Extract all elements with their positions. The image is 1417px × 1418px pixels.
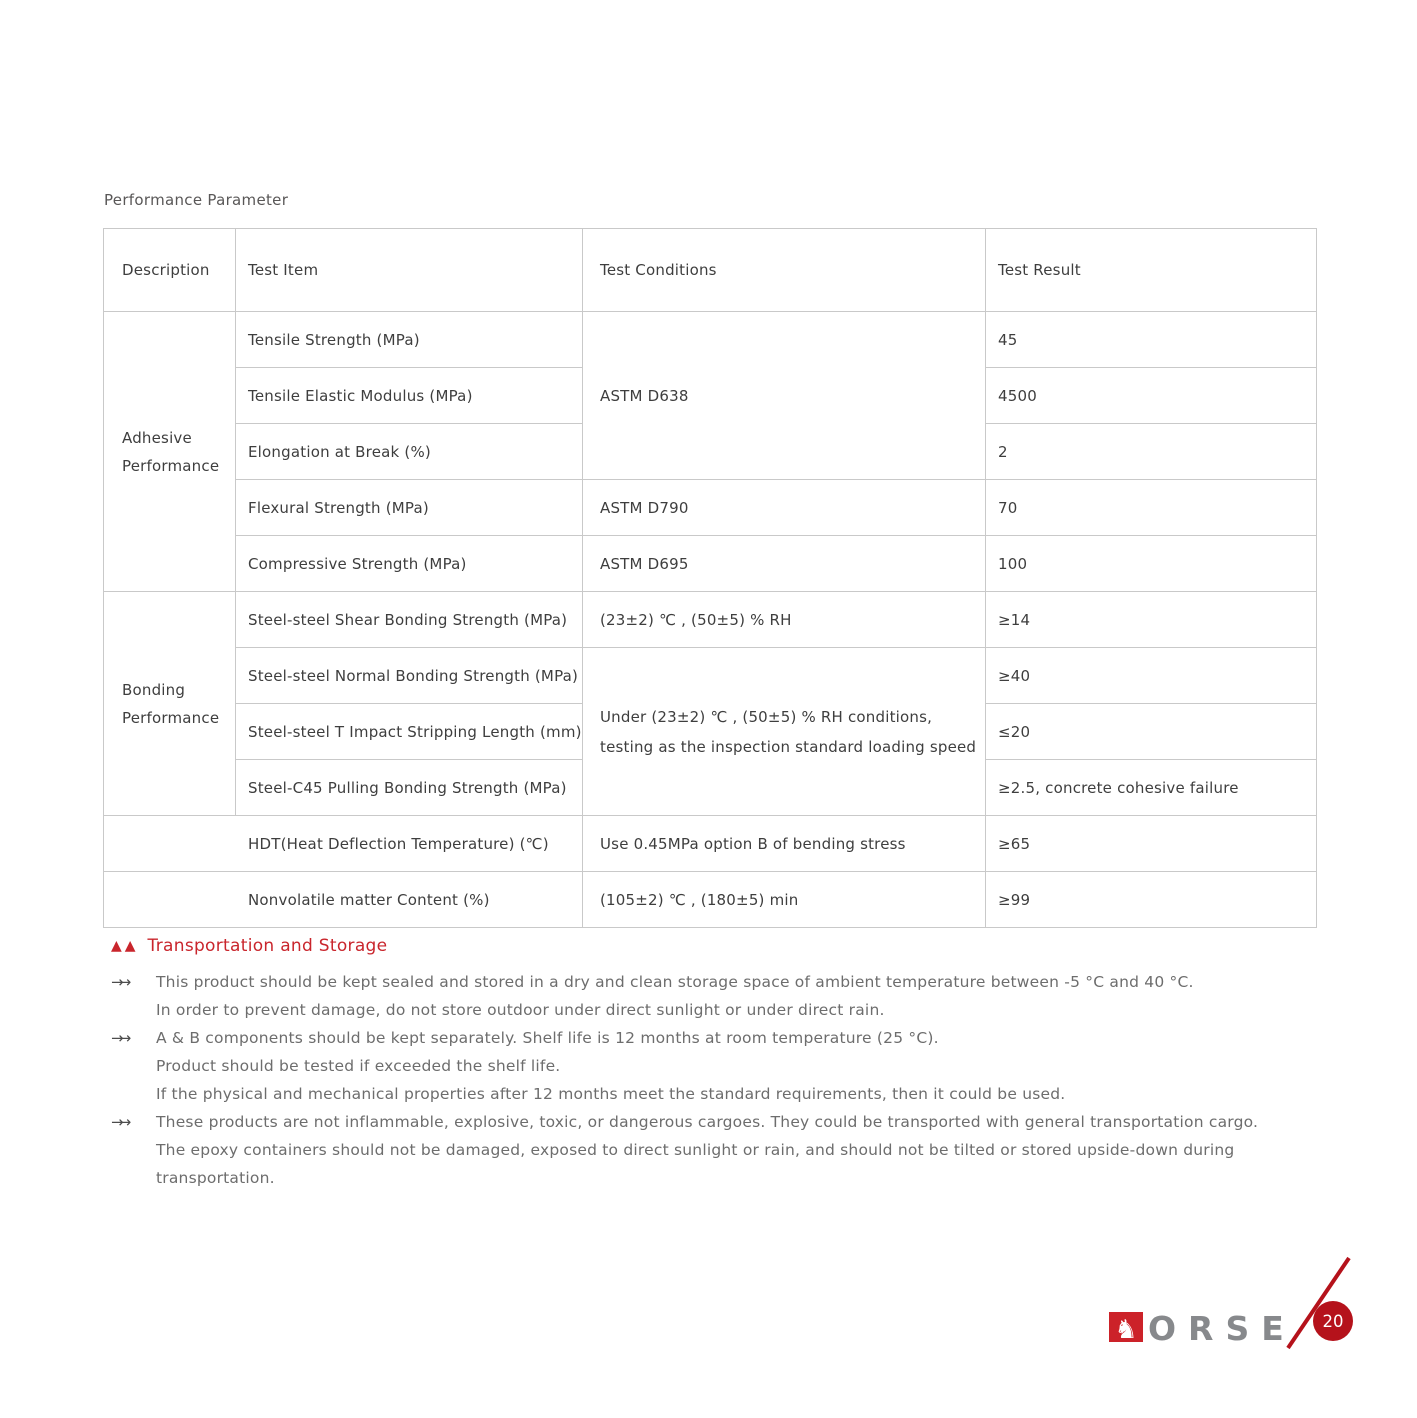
arrow-bullet-icon: →→ <box>111 1113 127 1131</box>
bullet-text-line: Product should be tested if exceeded the shelf life. <box>156 1057 561 1075</box>
section-heading <box>111 936 1353 956</box>
cell-test-item: Elongation at Break (%) <box>236 424 583 480</box>
conditions-line: Under (23±2) ℃ , (50±5) % RH conditions, <box>600 707 933 726</box>
page-title: Performance Parameter <box>104 191 289 209</box>
cell-test-item: HDT(Heat Deflection Temperature) (℃) <box>104 816 583 872</box>
cell-test-conditions: ASTM D695 <box>583 536 986 592</box>
bullet-text-line: This product should be kept sealed and stored in a dry and clean storage space of ambient temperature between -5 °C and 40 °C. <box>156 973 1194 991</box>
cell-test-conditions: Use 0.45MPa option B of bending stress <box>583 816 986 872</box>
bullet-text-line: A & B components should be kept separately. Shelf life is 12 months at room temperature (25 °C). <box>156 1029 939 1047</box>
cell-test-result: ≥2.5, concrete cohesive failure <box>986 760 1317 816</box>
group-bonding-performance: Bonding Performance <box>104 592 236 816</box>
cell-test-item: Compressive Strength (MPa) <box>236 536 583 592</box>
arrow-bullet-icon: →→ <box>111 973 127 991</box>
table-row <box>104 592 1317 648</box>
section-title: Transportation and Storage <box>147 936 388 956</box>
cell-test-item: Steel-C45 Pulling Bonding Strength (MPa) <box>236 760 583 816</box>
cell-test-item: Steel-steel Shear Bonding Strength (MPa) <box>236 592 583 648</box>
cell-test-item: Tensile Elastic Modulus (MPa) <box>236 368 583 424</box>
table-row <box>104 872 1317 928</box>
arrow-bullet-icon: →→ <box>111 1029 127 1047</box>
cell-test-conditions: ASTM D790 <box>583 480 986 536</box>
horse-head-icon: ♞ <box>1114 1315 1138 1345</box>
cell-test-item: Flexural Strength (MPa) <box>236 480 583 536</box>
list-item <box>103 968 1353 1024</box>
table-row <box>104 816 1317 872</box>
header-description: Description <box>104 229 236 312</box>
cell-test-conditions: (105±2) ℃ , (180±5) min <box>583 872 986 928</box>
list-item <box>103 1108 1353 1192</box>
page-number: 20 <box>1322 1312 1344 1331</box>
conditions-line: testing as the inspection standard loading speed <box>600 737 977 756</box>
list-item <box>103 1024 1353 1108</box>
bullet-text-line: The epoxy containers should not be damaged, exposed to direct sunlight or rain, and should not be tilted or stored upside-down during transportation. <box>156 1141 1235 1187</box>
cell-test-result: ≤20 <box>986 704 1317 760</box>
cell-test-result: 45 <box>986 312 1317 368</box>
bullet-text-line: These products are not inflammable, explosive, toxic, or dangerous cargoes. They could be transported with general transportation cargo. <box>156 1113 1259 1131</box>
cell-test-conditions: (23±2) ℃ , (50±5) % RH <box>583 592 986 648</box>
horse-brand-logo <box>1095 1250 1385 1362</box>
cell-test-result: ≥14 <box>986 592 1317 648</box>
cell-test-conditions: ASTM D638 <box>583 312 986 480</box>
header-test-item: Test Item <box>236 229 583 312</box>
bullet-text-line: If the physical and mechanical properties after 12 months meet the standard requirements, then it could be used. <box>156 1085 1066 1103</box>
header-test-conditions: Test Conditions <box>583 229 986 312</box>
header-test-result: Test Result <box>986 229 1317 312</box>
triangles-icon: ▲▲ <box>111 938 139 954</box>
cell-test-result: 70 <box>986 480 1317 536</box>
cell-test-item: Steel-steel T Impact Stripping Length (mm) <box>236 704 583 760</box>
cell-test-result: 2 <box>986 424 1317 480</box>
cell-test-result: 100 <box>986 536 1317 592</box>
cell-test-result: ≥99 <box>986 872 1317 928</box>
table-row <box>104 648 1317 704</box>
cell-test-result: ≥65 <box>986 816 1317 872</box>
table-row <box>104 480 1317 536</box>
table-header-row <box>104 229 1317 312</box>
bullet-text-line: In order to prevent damage, do not store outdoor under direct sunlight or under direct rain. <box>156 1001 885 1019</box>
cell-test-item: Nonvolatile matter Content (%) <box>104 872 583 928</box>
cell-test-result: ≥40 <box>986 648 1317 704</box>
logo-wordmark: ORSE <box>1148 1309 1296 1348</box>
performance-parameter-table <box>103 228 1317 928</box>
table-row <box>104 312 1317 368</box>
transportation-and-storage-section <box>103 936 1353 1192</box>
cell-test-item: Tensile Strength (MPa) <box>236 312 583 368</box>
cell-test-conditions <box>583 648 986 816</box>
group-adhesive-performance: Adhesive Performance <box>104 312 236 592</box>
cell-test-result: 4500 <box>986 368 1317 424</box>
table-row <box>104 536 1317 592</box>
cell-test-item: Steel-steel Normal Bonding Strength (MPa) <box>236 648 583 704</box>
